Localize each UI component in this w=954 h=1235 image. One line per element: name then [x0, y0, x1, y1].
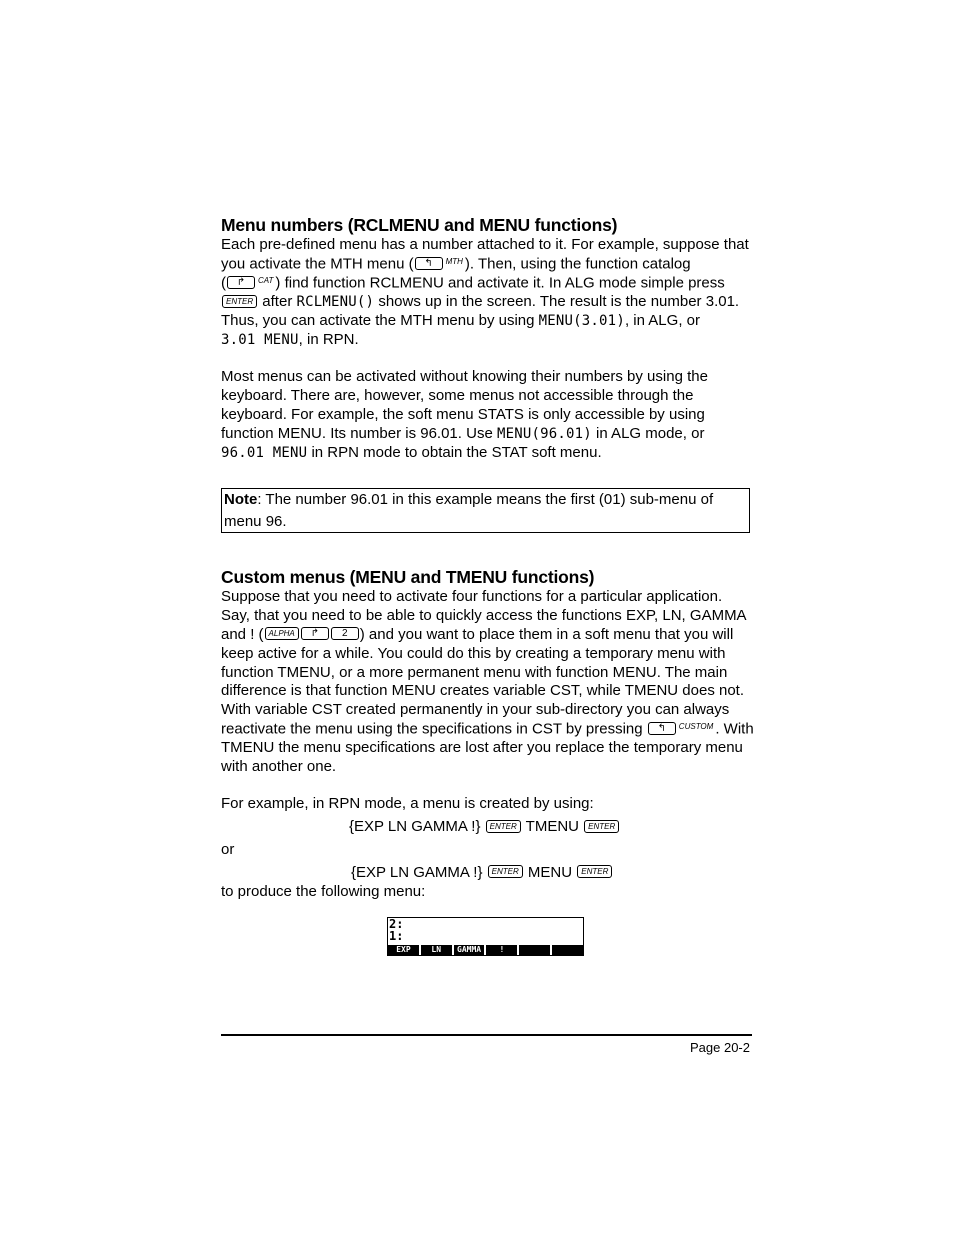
command-line-menu: {EXP LN GAMMA !} ENTER MENU ENTER — [221, 864, 752, 883]
note-box: Note: The number 96.01 in this example means the first (01) sub-menu of menu 96. — [221, 488, 750, 533]
code-96-01-menu: 96.01 MENU — [221, 444, 308, 461]
text-line: with another one. — [221, 757, 337, 775]
enter-key-icon: ENTER — [486, 820, 521, 833]
text-line: Suppose that you need to activate four functions for a particular application. — [221, 588, 723, 606]
text-line: 3.01 MENU, in RPN. — [221, 330, 359, 348]
right-shift-key-icon: ↱ — [301, 627, 329, 640]
right-shift-key-icon: ↱ — [227, 276, 255, 289]
text-line: TMENU the menu specifications are lost after you replace the temporary menu — [221, 739, 743, 757]
command-line-tmenu: {EXP LN GAMMA !} ENTER TMENU ENTER — [221, 818, 752, 837]
soft-menu-key-factorial: ! — [486, 945, 519, 955]
cat-key-label: CAT — [258, 275, 274, 285]
soft-menu-key-exp: EXP — [388, 945, 421, 955]
text-line: to produce the following menu: — [221, 882, 426, 900]
soft-menu-key-empty — [552, 945, 583, 955]
soft-menu-key-ln: LN — [421, 945, 454, 955]
soft-menu-bar — [388, 945, 583, 955]
text-line: or — [221, 841, 235, 859]
soft-menu-key-gamma: GAMMA — [454, 945, 487, 955]
text-line: 96.01 MENU in RPN mode to obtain the STAT soft menu. — [221, 443, 602, 461]
left-shift-key-icon: ↰ — [415, 257, 443, 270]
text-line: For example, in RPN mode, a menu is created by using: — [221, 795, 594, 813]
text-line: Thus, you can activate the MTH menu by using MENU(3.01), in ALG, or — [221, 311, 700, 329]
text-line: Say, that you need to be able to quickly access the functions EXP, LN, GAMMA — [221, 607, 747, 625]
text-line: keyboard. There are, however, some menus not accessible through the — [221, 387, 694, 405]
stack-level-1: 1: — [389, 929, 404, 943]
text-line: With variable CST created permanently in your sub-directory you can always — [221, 701, 730, 719]
text-line: and ! ( ALPHA ↱ 2 ) and you want to place them in a soft menu that you will — [221, 625, 734, 643]
enter-key-icon: ENTER — [577, 865, 612, 878]
text-line: reactivate the menu using the specifications in CST by pressing ↰ CUSTOM . With — [221, 720, 754, 738]
text-line: ( ↱ CAT ) find function RCLMENU and activate it. In ALG mode simple press — [221, 274, 725, 292]
text-line: you activate the MTH menu ( ↰ MTH ). Then, using the function catalog — [221, 255, 691, 273]
custom-key-label: CUSTOM — [678, 721, 714, 731]
enter-key-icon: ENTER — [488, 865, 523, 878]
text-line: keep active for a while. You could do this by creating a temporary menu with — [221, 644, 726, 662]
footer-rule — [221, 1034, 752, 1036]
page-content — [221, 214, 752, 901]
text-line: keyboard. For example, the soft menu STATS is only accessible by using — [221, 405, 705, 423]
enter-key-icon: ENTER — [222, 295, 257, 308]
note-label: Note — [224, 491, 258, 509]
text-line: ENTER after RCLMENU() shows up in the screen. The result is the number 3.01. — [221, 293, 752, 312]
soft-menu-key-empty — [519, 945, 552, 955]
page-number: Page 20-2 — [690, 1040, 750, 1055]
text-line: Most menus can be activated without knowing their numbers by using the — [221, 368, 708, 386]
text-line: function TMENU, or a more permanent menu with function MENU. The main — [221, 663, 728, 681]
mth-key-label: MTH — [445, 256, 463, 266]
section-heading-menu-numbers: Menu numbers (RCLMENU and MENU functions) — [221, 215, 618, 235]
code-3-01-menu: 3.01 MENU — [221, 331, 299, 348]
code-menu-96-01: MENU(96.01) — [496, 425, 592, 442]
text-line: difference is that function MENU creates variable CST, while TMENU does not. — [221, 682, 745, 700]
text-line: Each pre-defined menu has a number attached to it. For example, suppose that — [221, 236, 749, 253]
text-line: function MENU. Its number is 96.01. Use MENU(96.01) in ALG mode, or — [221, 424, 705, 442]
section-heading-custom-menus: Custom menus (MENU and TMENU functions) — [221, 567, 595, 588]
alpha-key-icon: ALPHA — [265, 627, 299, 640]
stack-level-2: 2: — [389, 917, 404, 931]
two-key-icon: 2 — [331, 627, 359, 640]
left-shift-key-icon: ↰ — [648, 722, 676, 735]
enter-key-icon: ENTER — [584, 820, 619, 833]
code-menu-3-01: MENU(3.01) — [538, 312, 625, 329]
code-rclmenu: RCLMENU() — [296, 294, 375, 311]
calculator-screen — [387, 917, 584, 956]
